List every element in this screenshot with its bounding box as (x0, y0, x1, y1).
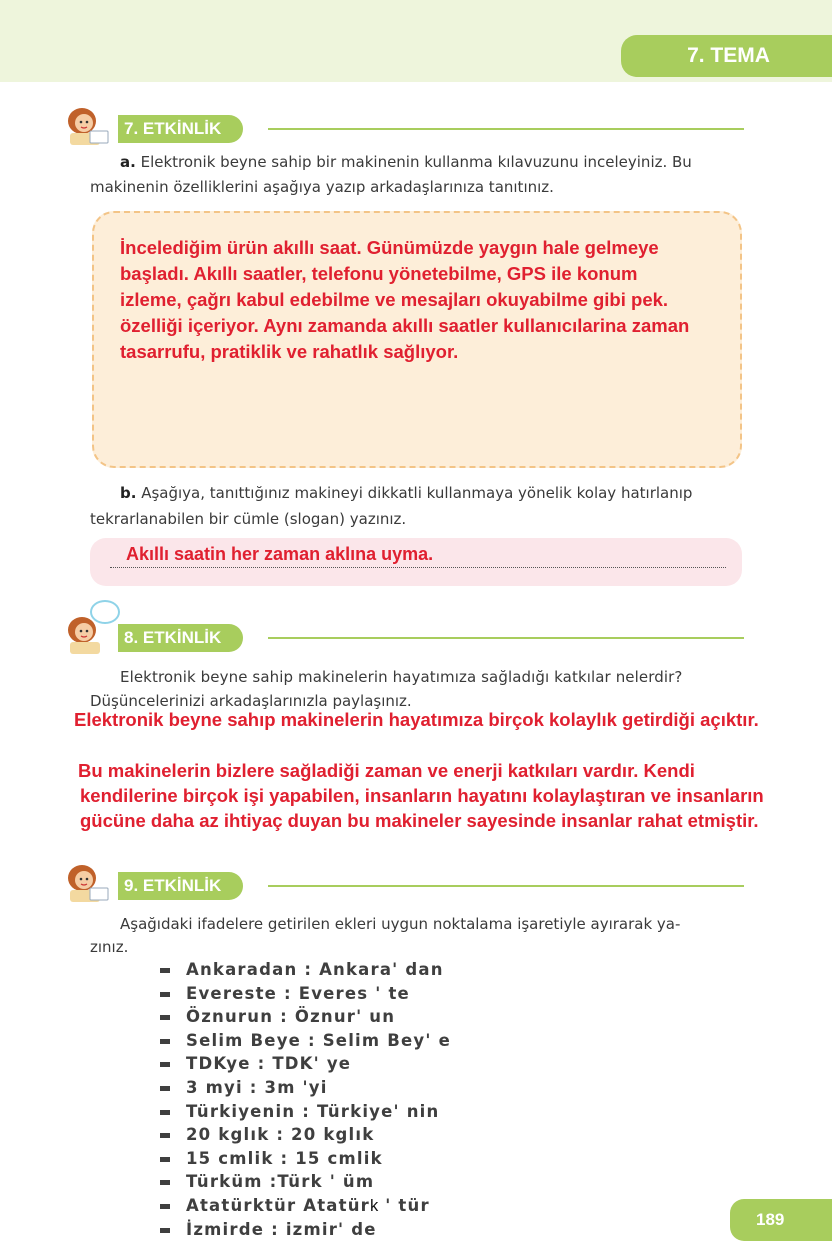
activity8-question-line1: Elektronik beyne sahip makinelerin hayatımıza sağladığı katkılar nelerdir? (120, 668, 683, 686)
answer-a-text (120, 235, 740, 365)
bullet-icon (160, 1062, 170, 1067)
girl-reading-icon (60, 860, 116, 906)
answer-8-line: kendilerine birçok işi yapabilen, insanların hayatını kolaylaştıran ve insanların (80, 785, 764, 806)
bullet-icon (160, 992, 170, 997)
activity9-title: 9. ETKİNLİK (118, 872, 243, 900)
answer-a-line: izleme, çağrı kabul edebilme ve mesajları okuyabilme gibi pek. (120, 289, 669, 310)
list-item: İzmirde : izmir' de (160, 1218, 451, 1242)
part-b-letter: b. (120, 484, 137, 502)
activity7-part-b-line1: b. Aşağıya, tanıttığınız makineyi dikkatli kullanmaya yönelik kolay hatırlanıp (120, 484, 693, 502)
activity7-title: 7. ETKİNLİK (118, 115, 243, 143)
suffix-list (160, 958, 451, 1241)
list-item: 3 myi : 3m 'yi (160, 1076, 451, 1100)
header-rule (268, 637, 744, 639)
answer-a-line: özelliği içeriyor. Aynı zamanda akıllı saatler kullanıcılarina zaman (120, 315, 690, 336)
answer-8-line: Elektronik beyne sahıp makinelerin hayatımıza birçok kolaylık getirdiği açıktır. (74, 709, 759, 730)
girl-reading-icon (60, 103, 116, 149)
part-a-letter: a. (120, 153, 136, 171)
header-rule (268, 128, 744, 130)
list-item: 15 cmlik : 15 cmlik (160, 1147, 451, 1171)
bullet-icon (160, 1180, 170, 1185)
list-item: Atatürktür Atatürk ' tür (160, 1194, 451, 1218)
slogan-box (90, 538, 742, 586)
bullet-icon (160, 1039, 170, 1044)
answer-8-line: gücüne daha az ihtiyaç duyan bu makineler sayesinde insanlar rahat etmiştir. (80, 810, 759, 831)
answer-8-line: Bu makinelerin bizlere sağladiği zaman ve enerji katkıları vardır. Kendi (78, 760, 695, 781)
page-number: 189 (730, 1199, 832, 1241)
activity9-instruction-line2: zınız. (90, 938, 129, 956)
girl-thinking-icon (60, 612, 116, 658)
list-item: Evereste : Everes ' te (160, 982, 451, 1006)
list-item: Ankaradan : Ankara' dan (160, 958, 451, 982)
list-item: Türküm :Türk ' üm (160, 1170, 451, 1194)
bullet-icon (160, 1157, 170, 1162)
activity7-part-b-line2: tekrarlanabilen bir cümle (slogan) yazınız. (90, 510, 407, 528)
answer-a-box (92, 211, 742, 468)
bullet-icon (160, 1015, 170, 1020)
activity7-part-a-line1: a. Elektronik beyne sahip bir makinenin kullanma kılavuzunu inceleyiniz. Bu (120, 153, 692, 171)
bullet-icon (160, 1228, 170, 1233)
bullet-icon (160, 1133, 170, 1138)
activity8-title: 8. ETKİNLİK (118, 624, 243, 652)
bullet-icon (160, 1110, 170, 1115)
list-item: Selim Beye : Selim Bey' e (160, 1029, 451, 1053)
answer-a-line: tasarrufu, pratiklik ve rahatlık sağlıyor. (120, 341, 459, 362)
list-item: 20 kglık : 20 kglık (160, 1123, 451, 1147)
activity7-part-a-line2: makinenin özelliklerini aşağıya yazıp arkadaşlarınıza tanıtınız. (90, 178, 554, 196)
bullet-icon (160, 1086, 170, 1091)
answer-b-text: Akıllı saatin her zaman aklına uyma. (126, 544, 434, 564)
list-item: TDKye : TDK' ye (160, 1052, 451, 1076)
bullet-icon (160, 1204, 170, 1209)
bullet-icon (160, 968, 170, 973)
theme-label: 7. TEMA (621, 35, 832, 77)
answer-a-line: İncelediğim ürün akıllı saat. Günümüzde yaygın hale gelmeye (120, 237, 659, 258)
activity8-question-line2: Düşüncelerinizi arkadaşlarınızla paylaşınız. (90, 692, 412, 710)
header-rule (268, 885, 744, 887)
dotted-answer-line (110, 567, 726, 568)
activity9-instruction-line1: Aşağıdaki ifadelere getirilen ekleri uygun noktalama işaretiyle ayırarak ya- (120, 915, 681, 933)
list-item: Türkiyenin : Türkiye' nin (160, 1100, 451, 1124)
handwritten-k: k (370, 1196, 379, 1215)
answer-a-line: başladı. Akıllı saatler, telefonu yönetebilme, GPS ile konum (120, 263, 638, 284)
list-item: Öznurun : Öznur' un (160, 1005, 451, 1029)
